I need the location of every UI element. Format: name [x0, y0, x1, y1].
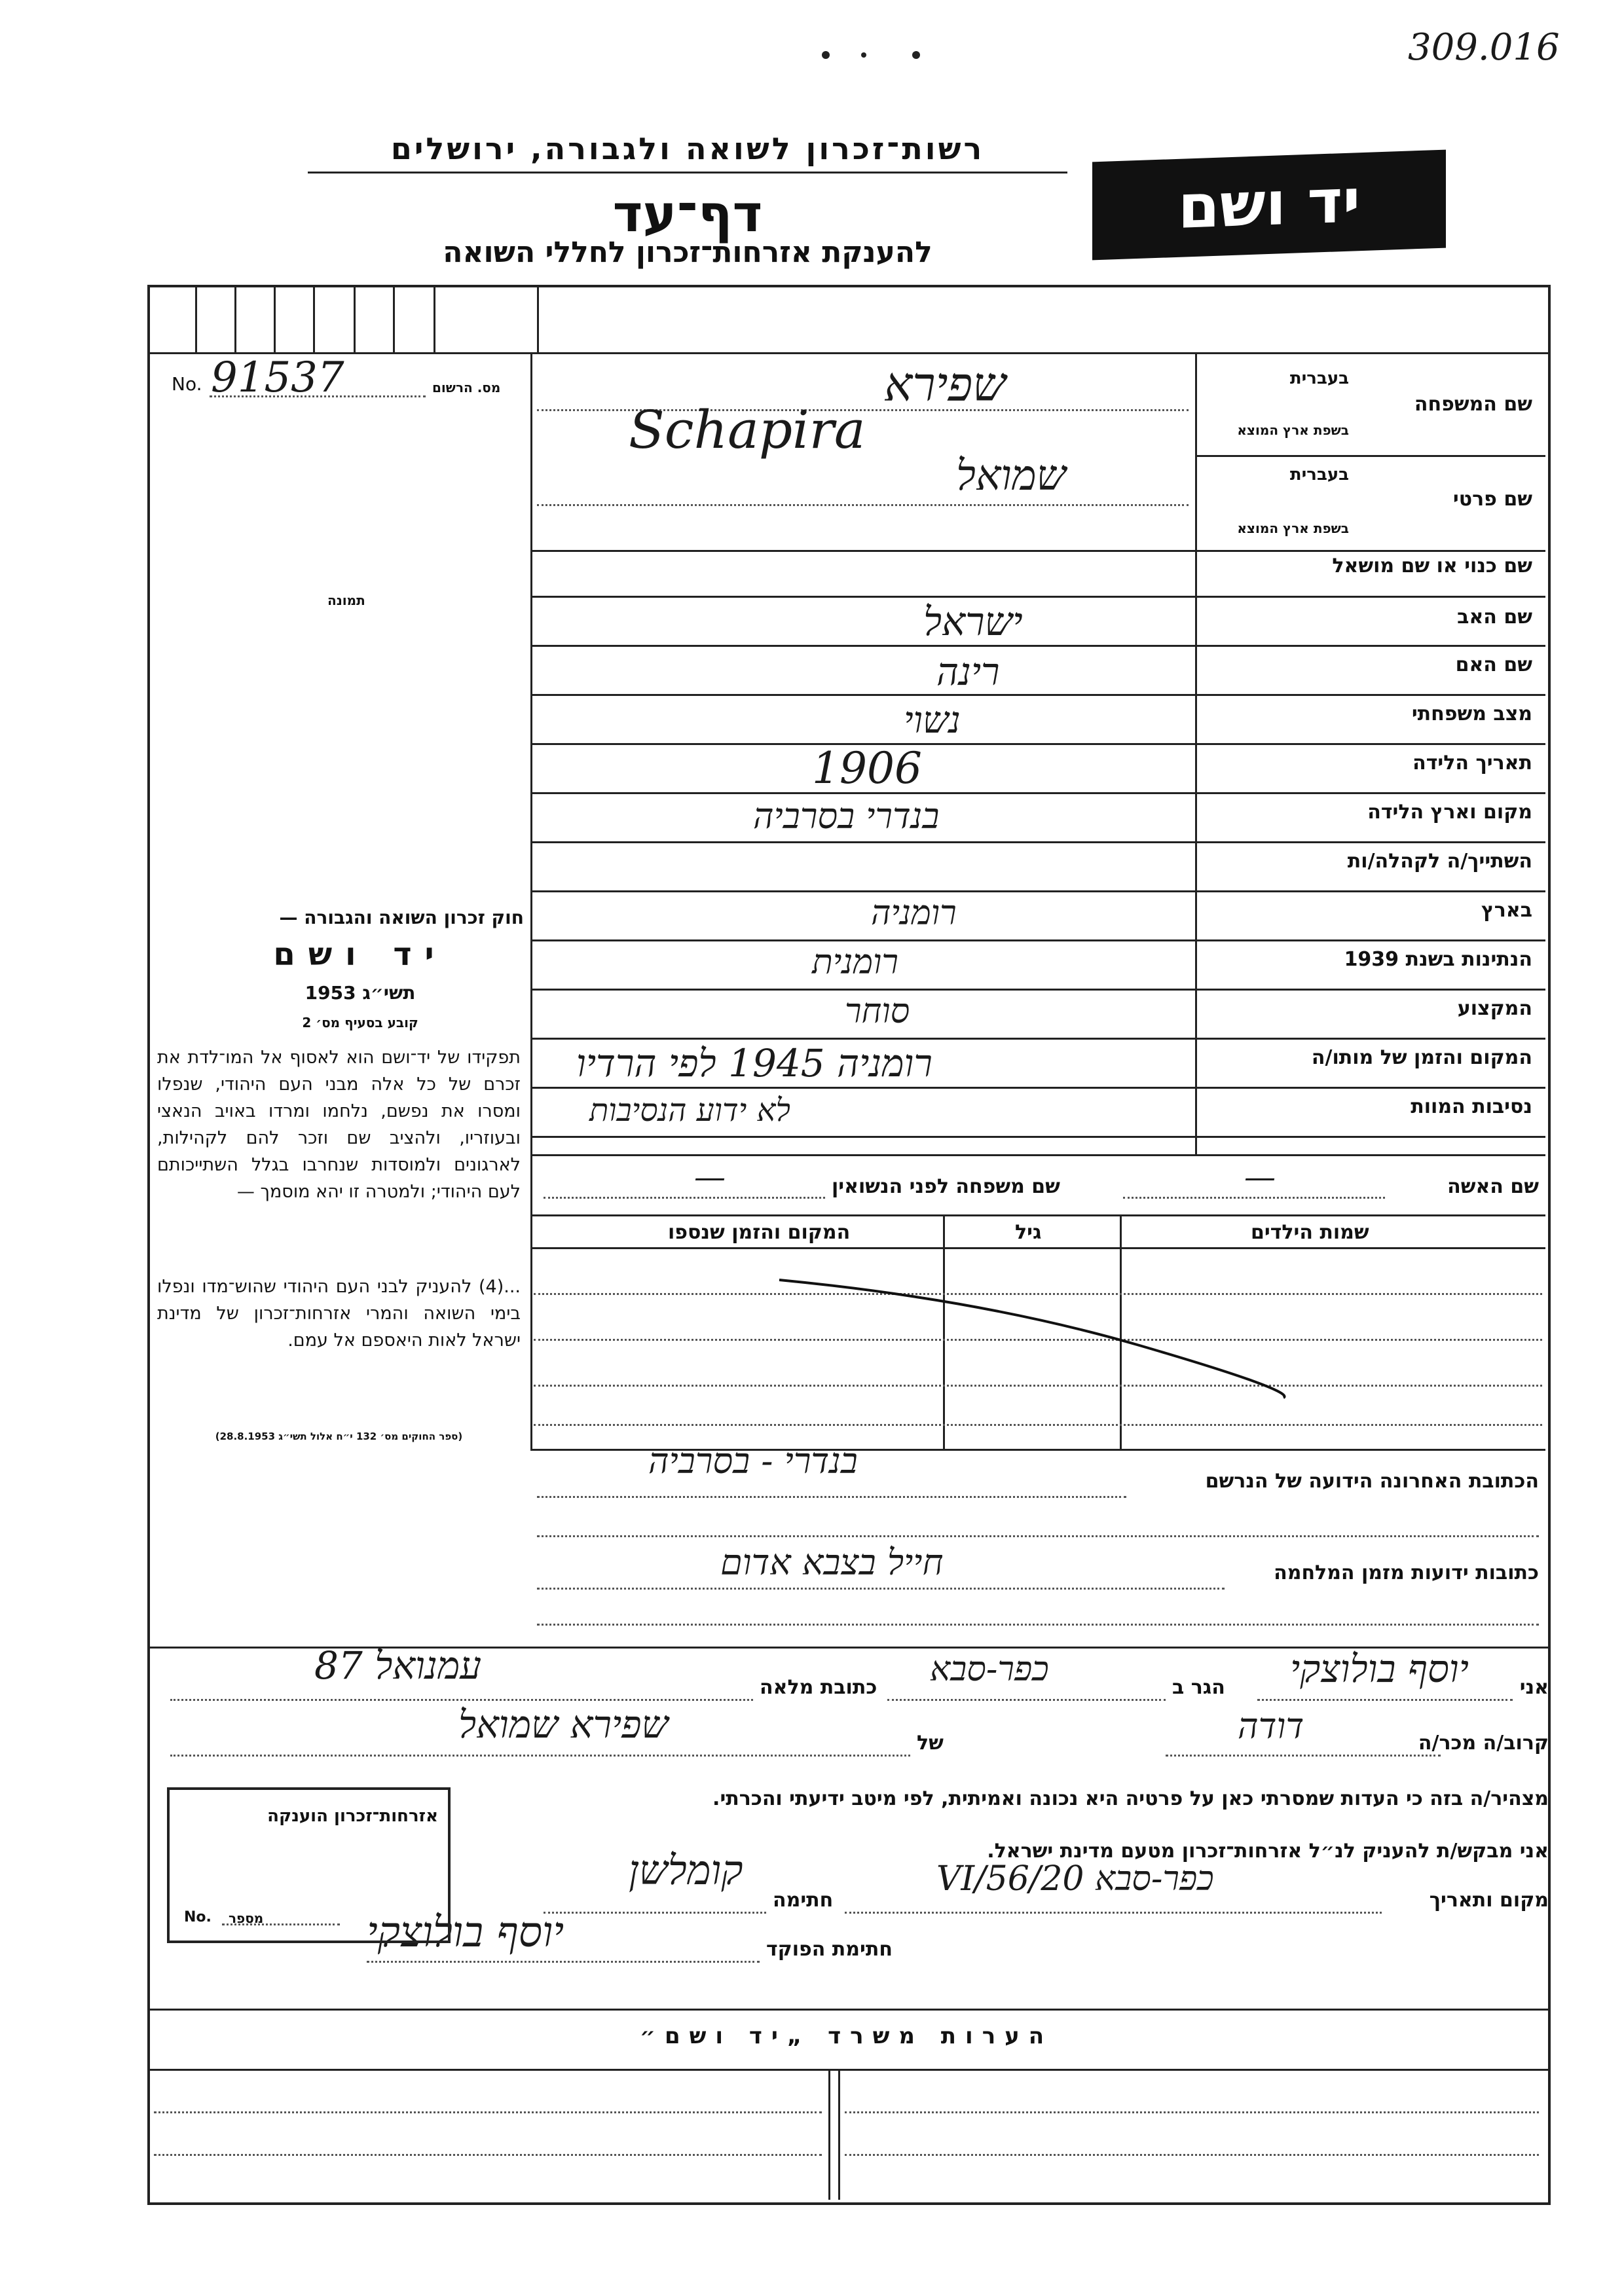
occupation-value: סוחר	[845, 992, 910, 1031]
punch-marks	[822, 51, 920, 59]
photo-label: תמונה	[327, 592, 365, 608]
law-paragraph-1: תפקידו של יד־ושם הוא לאסוף אל המו־לדת את זכרם של כל אלה מבני העם היהודי, שנפלו ומסרו את נפשם, נלחמו ומרדו באויב הנאצי ובעוזריו, ולהציב שם וזכר להם לקהילות, לארגונים ולמוסדות שנחרבו בגלל השתייכותם לעם היהודי; ולמטרה זו יהא מוסמך —	[157, 1048, 521, 1202]
declarant-name-value: יוסף בולוצקי	[1290, 1647, 1469, 1691]
declarant-of-label: של	[917, 1732, 944, 1755]
citizenship-box-no-label: No.	[184, 1909, 212, 1925]
first-name-hebrew-value: שמואל	[956, 452, 1066, 500]
declarant-lives-label: הגר ב	[1172, 1676, 1225, 1699]
signature-label: חתימה	[773, 1889, 834, 1912]
family-name-label: שם המשפחה	[1414, 393, 1532, 416]
officer-signature-label: חתימת הפוקד	[766, 1938, 893, 1961]
occupation-label: המקצוע	[1457, 997, 1532, 1020]
law-title: חוק זכרון השואה והגבורה —	[279, 907, 524, 928]
death-circumstances-value: לא ידוע הנסיבות	[589, 1092, 790, 1129]
birth-date-value: 1906	[812, 743, 922, 793]
law-year: תשי״ג 1953	[304, 982, 416, 1004]
father-value: ישראל	[923, 599, 1023, 645]
notes-title: הערות משרד „יד ושם״	[639, 2023, 1054, 2049]
first-name-label: שם פרטי	[1452, 488, 1532, 511]
registration-label-en: No.	[172, 373, 202, 395]
archive-reference: 309.016	[1408, 26, 1560, 69]
registration-number: 91537	[211, 354, 344, 402]
form-title: דף־עד	[612, 185, 763, 244]
signature-value: קומלשן	[629, 1846, 743, 1894]
children-strikeout	[773, 1273, 1297, 1404]
family-name-origin-label: בשפת ארץ המוצא	[1237, 422, 1349, 438]
marital-value: נשוי	[904, 699, 961, 742]
declarant-of-value: שפירא שמואל	[458, 1702, 669, 1747]
mother-value: רינה	[936, 649, 1000, 694]
spouse-label: שם האשה	[1447, 1175, 1539, 1198]
declarant-i-label: אני	[1519, 1676, 1549, 1699]
law-name: יד ושם	[273, 936, 447, 973]
first-name-hebrew-label: בעברית	[1289, 465, 1349, 484]
death-circumstances-label: נסיבות המוות	[1411, 1095, 1532, 1118]
law-paragraph-2: ...(4) להעניק לבני העם היהודי שהוש־מדו ונפלו בימי השואה והמרי אזרחות־זכרון של מדינת ישראל לאות היאספם אל עמם.	[157, 1277, 521, 1351]
birth-date-label: תאריך הלידה	[1412, 752, 1532, 774]
birth-place-value: בנדרי בסרביה	[753, 795, 940, 837]
children-age-header: גיל	[1015, 1221, 1042, 1244]
death-place-label: המקום והזמן של מותו/ה	[1311, 1046, 1532, 1069]
declarant-address-label: כתובת מלאה	[760, 1676, 877, 1699]
citizenship-granted-box	[167, 1787, 451, 1943]
declarant-relation-value: דודה	[1238, 1705, 1304, 1747]
family-name-hebrew-label: בעברית	[1289, 369, 1349, 388]
place-date-value: כפר-סבא 20/VI/56	[936, 1859, 1214, 1899]
citizenship-value: רומנית	[812, 943, 898, 982]
spouse-maiden-value: —	[694, 1159, 726, 1195]
spouse-name-value: —	[1244, 1159, 1276, 1195]
citizenship-label: הנתינות בשנת 1939	[1344, 948, 1532, 971]
declarant-address-value: עמנואל 87	[314, 1643, 482, 1688]
family-name-hebrew-value: שפירא	[884, 357, 1006, 412]
children-names-header: שמות הילדים	[1251, 1221, 1369, 1244]
spouse-maiden-label: שם משפחה לפני הנשואין	[832, 1175, 1060, 1198]
last-address-label: הכתובת האחרונה הידועה של הנרשם	[1205, 1470, 1539, 1493]
marital-label: מצב משפחתי	[1411, 702, 1532, 725]
declarant-relative-label: קרוב/ה מכר/ה	[1418, 1732, 1549, 1755]
mother-label: שם האם	[1455, 653, 1532, 676]
birth-place-label: מקום וארץ הלידה	[1367, 801, 1532, 824]
place-date-label: מקום ותאריך	[1429, 1889, 1549, 1912]
in-country-label: בארץ	[1481, 899, 1532, 922]
war-addresses-value: חייל בצבא אדום	[720, 1542, 944, 1583]
last-address-value: בנדרי - בסרביה	[648, 1440, 858, 1482]
citizenship-box-no-label-he: מספר	[229, 1910, 264, 1926]
in-country-value: רומניה	[871, 894, 957, 933]
logo-text: יד ושם	[1177, 166, 1361, 242]
declarant-city-value: כפר-סבא	[930, 1650, 1049, 1689]
authority-heading: רשות־זכרון לשואה ולגבורה, ירושלים	[390, 131, 985, 166]
yad-vashem-logo	[1092, 150, 1446, 261]
officer-signature-value: יוסף בולוצקי	[367, 1908, 564, 1957]
community-label: השתייך/ה לקהלה/ות	[1347, 850, 1532, 873]
declarant-request: אני מבקש/ת להעניק לנ״ל אזרחות־זכרון מטעם מדינת ישראל.	[987, 1840, 1549, 1863]
law-footnote: (ספר החוקים מס׳ 132 י״ח אלול תשי״ג 28.8.1953)	[215, 1430, 463, 1442]
children-place-header: המקום והזמן שנספו	[668, 1221, 851, 1244]
family-name-origin-value: Schapira	[629, 399, 866, 460]
declarant-statement: מצהיר/ה בזה כי העדות שמסרתי כאן על פרטיה היא נכונה ואמיתית, לפי מיטב ידיעתי והכרתי.	[712, 1787, 1549, 1810]
death-place-value: רומניה 1945 לפי הרדיו	[576, 1041, 932, 1085]
registration-label: מס. הרשום	[432, 380, 501, 395]
first-name-origin-label: בשפת ארץ המוצא	[1237, 520, 1349, 536]
war-addresses-label: כתובות ידועות מזמן המלחמה	[1274, 1561, 1539, 1584]
father-label: שם האב	[1457, 606, 1532, 629]
form-subtitle: להענקת אזרחות־זכרון לחללי השואה	[443, 236, 932, 269]
citizenship-box-title: אזרחות־זכרון הוענקה	[267, 1806, 438, 1826]
nickname-label: שם כנוי או שם מושאל	[1332, 555, 1532, 577]
law-section: קובע בסעיף מס׳ 2	[302, 1015, 418, 1030]
